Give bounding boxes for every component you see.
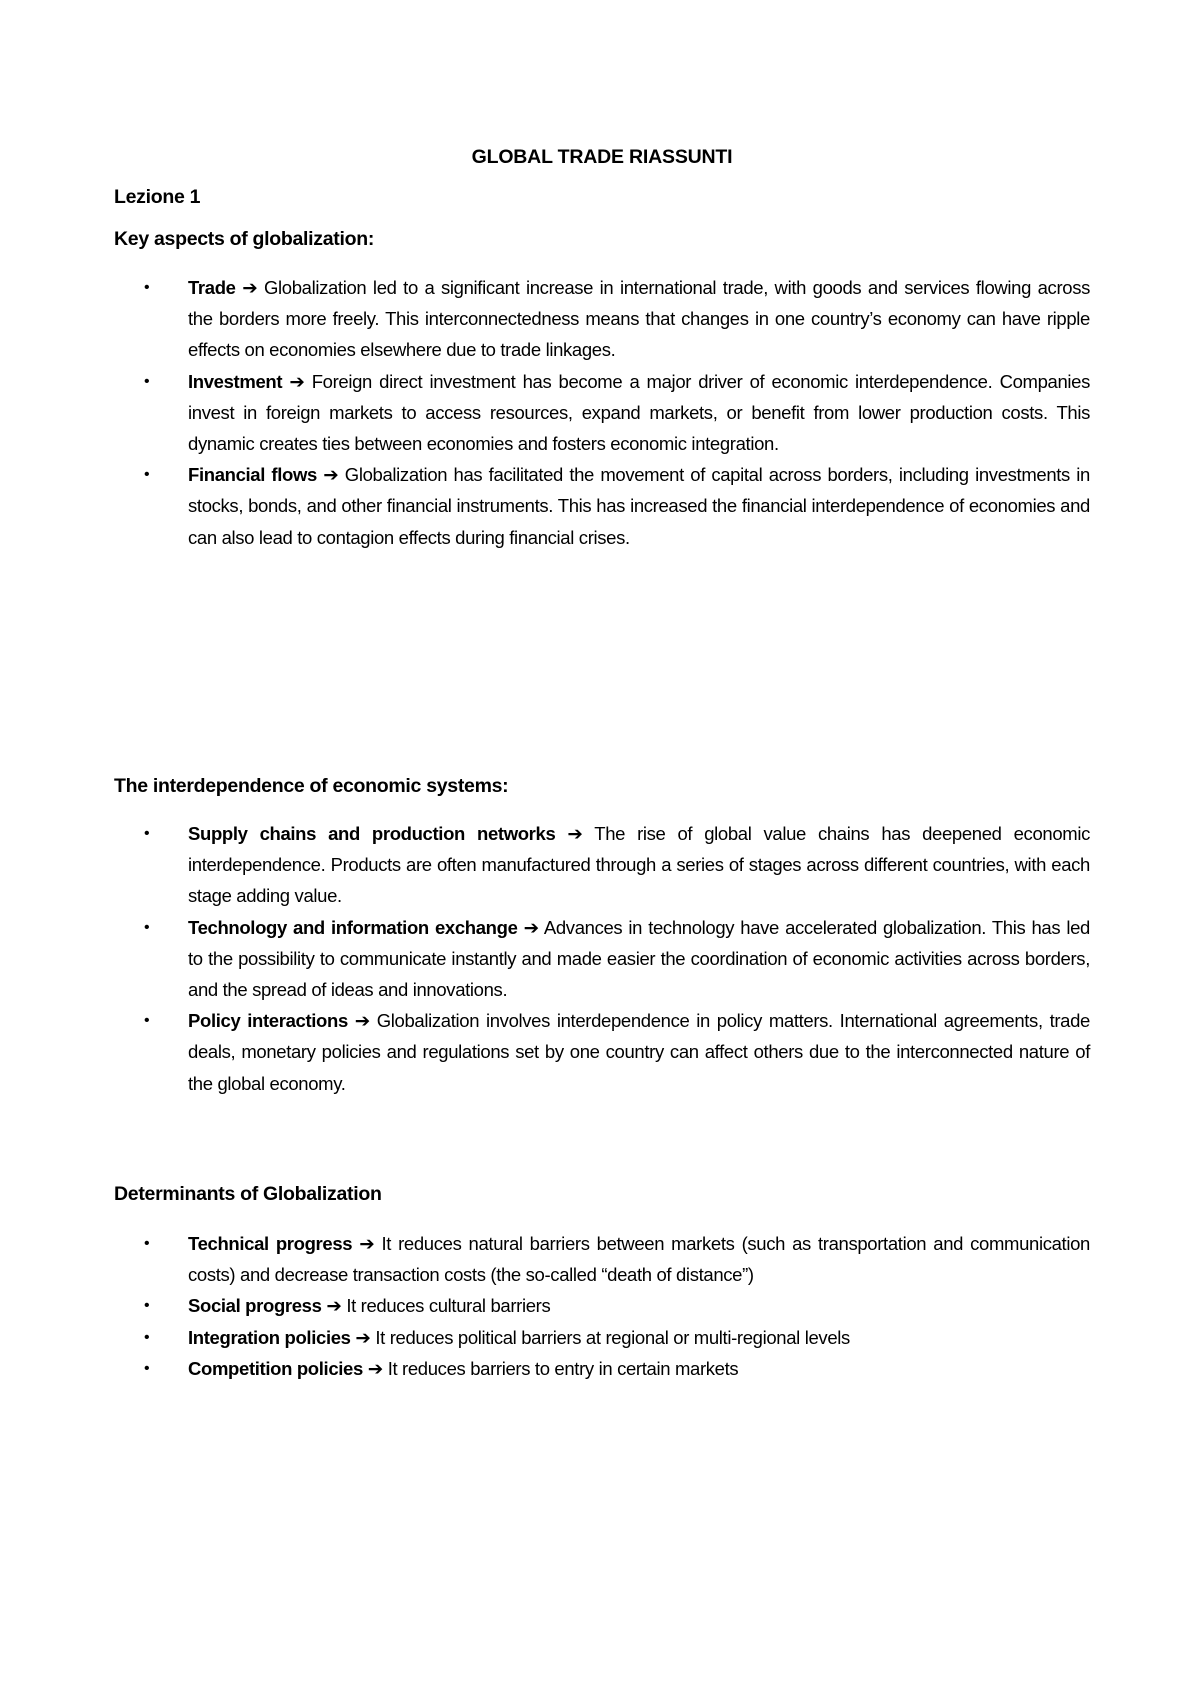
item-text: It reduces political barriers at regional or multi-regional levels bbox=[375, 1326, 850, 1348]
list-item-trade bbox=[114, 272, 1090, 366]
bullet-icon: • bbox=[144, 466, 150, 484]
item-text: The rise of global value chains has deepened economic interdependence. Products are often manufactured through a series of stages across different countries, with each stage adding value. bbox=[188, 823, 1090, 907]
item-text: Foreign direct investment has become a major driver of economic interdependence. Companies invest in foreign markets to access resources, expand markets, or benefit from lower production costs. This dynamic creates ties between economies and fosters economic integration. bbox=[188, 370, 1091, 455]
list-item-integration-policies bbox=[114, 1322, 1090, 1353]
bullet-icon: • bbox=[144, 918, 150, 936]
document-title: GLOBAL TRADE RIASSUNTI bbox=[471, 146, 733, 168]
item-term: Supply chains and production networks bbox=[188, 823, 556, 844]
item-text: Globalization involves interdependence in policy matters. International agreements, trade deals, monetary policies and regulations set by one country can affect others due to the interconnected nature of the global economy. bbox=[188, 1010, 1090, 1094]
list-item-competition-policies bbox=[114, 1353, 1090, 1384]
section-heading-key-aspects: Key aspects of globalization: bbox=[114, 228, 375, 250]
interdependence-list bbox=[114, 818, 1090, 1099]
item-text: Globalization led to a significant increase in international trade, with goods and services flowing across the borders more freely. This interconnectedness means that changes in one country’s economy can have ripple effects on economies elsewhere due to trade linkages. bbox=[188, 277, 1091, 361]
item-text: It reduces natural barriers between markets (such as transportation and communication costs) and decrease transaction costs (the so-called “death of distance”) bbox=[188, 1233, 1090, 1286]
section-heading-determinants: Determinants of Globalization bbox=[114, 1183, 382, 1205]
arrow-right-icon: ➔ bbox=[523, 916, 539, 938]
item-text: It reduces cultural barriers bbox=[346, 1295, 551, 1317]
list-item-technology bbox=[114, 912, 1090, 1006]
item-text: Advances in technology have accelerated globalization. This has led to the possibility to communicate instantly and made easier the coordination of economic activities across borders, and the spread of ideas and innovations. bbox=[188, 916, 1090, 1001]
list-item-technical-progress bbox=[114, 1228, 1090, 1290]
arrow-right-icon: ➔ bbox=[242, 277, 258, 298]
item-term: Policy interactions bbox=[188, 1010, 348, 1032]
arrow-right-icon: ➔ bbox=[323, 464, 339, 486]
bullet-icon: • bbox=[144, 1328, 150, 1346]
item-term: Integration policies bbox=[188, 1326, 351, 1348]
determinants-list bbox=[114, 1228, 1090, 1384]
list-item-investment bbox=[114, 366, 1090, 460]
list-item-supply-chains bbox=[114, 818, 1090, 912]
arrow-right-icon: ➔ bbox=[289, 370, 305, 392]
item-term: Investment bbox=[188, 370, 283, 392]
list-item-policy-interactions bbox=[114, 1005, 1090, 1099]
item-term: Financial flows bbox=[188, 464, 317, 486]
bullet-icon: • bbox=[144, 1012, 150, 1030]
item-term: Trade bbox=[188, 277, 236, 298]
arrow-right-icon: ➔ bbox=[355, 1326, 371, 1348]
bullet-icon: • bbox=[144, 279, 150, 296]
bullet-icon: • bbox=[144, 1235, 150, 1252]
list-item-social-progress bbox=[114, 1290, 1090, 1321]
item-term: Technical progress bbox=[188, 1233, 353, 1254]
bullet-icon: • bbox=[144, 1297, 150, 1315]
arrow-right-icon: ➔ bbox=[567, 823, 583, 844]
arrow-right-icon: ➔ bbox=[359, 1233, 375, 1254]
key-aspects-list bbox=[114, 272, 1090, 553]
section-heading-interdependence: The interdependence of economic systems: bbox=[114, 775, 509, 797]
arrow-right-icon: ➔ bbox=[354, 1010, 370, 1032]
item-term: Technology and information exchange bbox=[188, 916, 518, 938]
arrow-right-icon: ➔ bbox=[326, 1295, 342, 1317]
bullet-icon: • bbox=[144, 372, 150, 390]
arrow-right-icon: ➔ bbox=[367, 1357, 383, 1379]
list-item-financial-flows bbox=[114, 459, 1090, 553]
bullet-icon: • bbox=[144, 1359, 150, 1377]
item-text: It reduces barriers to entry in certain markets bbox=[387, 1357, 739, 1379]
item-text: Globalization has facilitated the movement of capital across borders, including investments in stocks, bonds, and other financial instruments. This has increased the financial interdependence of economies and can also lead to contagion effects during financial crises. bbox=[188, 464, 1090, 548]
bullet-icon: • bbox=[144, 825, 150, 842]
lesson-heading: Lezione 1 bbox=[114, 186, 201, 208]
item-term: Competition policies bbox=[188, 1357, 363, 1379]
item-term: Social progress bbox=[188, 1295, 322, 1317]
